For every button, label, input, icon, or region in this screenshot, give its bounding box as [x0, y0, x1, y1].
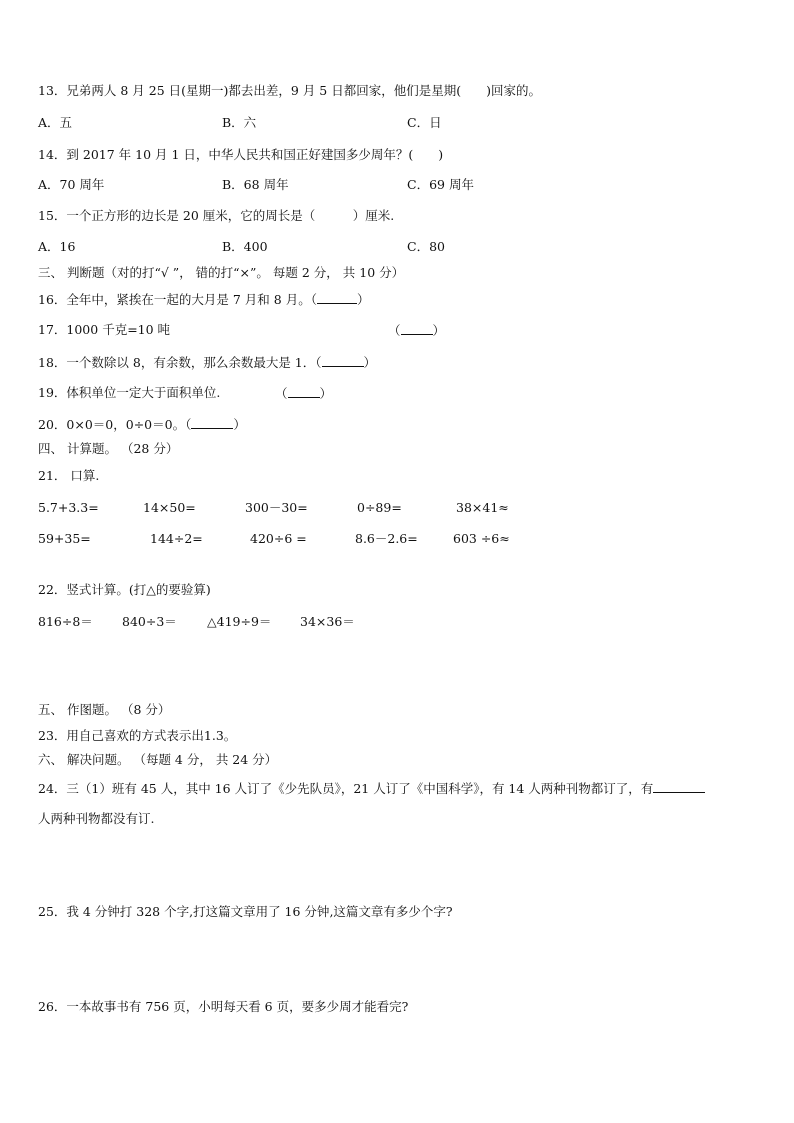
q21-item: 38×41≈	[456, 500, 509, 515]
q17-answer	[388, 322, 445, 339]
q13-option-c: C．日	[407, 115, 442, 130]
q16-answer-blank[interactable]	[317, 291, 357, 304]
q13-option-b: B．六	[222, 115, 257, 130]
question-22-title: 22．竖式计算。(打△的要验算)	[38, 582, 211, 597]
q24-line1-text: 24．三（1）班有 45 人，其中 16 人订了《少先队员》，21 人订了《中国科学》，有 14 人两种刊物都订了，有	[38, 781, 654, 796]
q21-item: 5.7+3.3=	[38, 500, 99, 515]
q17-answer-blank[interactable]	[401, 322, 433, 335]
q15-option-b: B．400	[222, 239, 268, 254]
question-19: 19．体积单位一定大于面积单位.	[38, 385, 221, 400]
question-14: 14．到 2017 年 10 月 1 日，中华人民共和国正好建国多少周年？( )	[38, 147, 444, 162]
q17-paren-open: （	[388, 323, 401, 338]
q21-item: 14×50=	[143, 500, 196, 515]
q21-item: 59+35=	[38, 531, 91, 546]
q24-answer-blank[interactable]	[653, 780, 705, 793]
q20-answer-blank[interactable]	[191, 416, 233, 429]
q21-item: 603 ÷6≈	[453, 531, 510, 546]
q14-option-b: B．68 周年	[222, 177, 289, 192]
q21-item: 144÷2=	[150, 531, 203, 546]
question-21-title: 21． 口算.	[38, 468, 100, 483]
section-6-title: 六、 解决问题。 （每题 4 分， 共 24 分）	[38, 752, 278, 767]
question-23: 23．用自己喜欢的方式表示出1.3。	[38, 728, 237, 743]
q19-paren-close: ）	[319, 386, 333, 401]
section-3-title: 三、 判断题（对的打“√ ”， 错的打“×”。 每题 2 分， 共 10 分）	[38, 265, 405, 280]
q21-item: 8.6－2.6=	[355, 531, 418, 546]
section-5-title: 五、 作图题。 （8 分）	[38, 702, 171, 717]
section-4-title: 四、 计算题。 （28 分）	[38, 441, 179, 456]
q20-tail: ）	[233, 417, 246, 432]
q21-item: 420÷6 =	[250, 531, 307, 546]
question-25: 25．我 4 分钟打 328 个字,打这篇文章用了 16 分钟,这篇文章有多少个字?	[38, 904, 453, 919]
question-24-line-2: 人两种刊物都没有订.	[38, 811, 155, 826]
q22-item: 840÷3＝	[122, 614, 177, 629]
question-15: 15．一个正方形的边长是 20 厘米，它的周长是（ ）厘米.	[38, 208, 395, 223]
question-26: 26．一本故事书有 756 页，小明每天看 6 页，要多少周才能看完?	[38, 999, 409, 1014]
q19-answer	[275, 385, 332, 402]
q14-option-a: A．70 周年	[38, 177, 105, 192]
q16-text: 16．全年中，紧挨在一起的大月是 7 月和 8 月。（	[38, 292, 317, 307]
question-13: 13．兄弟两人 8 月 25 日(星期一)都去出差，9 月 5 日都回家，他们是星期( )回家的。	[38, 83, 541, 98]
question-16	[38, 291, 369, 308]
q15-option-c: C．80	[407, 239, 445, 254]
q16-tail: ）	[356, 292, 370, 307]
q17-paren-close: ）	[432, 323, 446, 338]
q22-item: 816÷8＝	[38, 614, 93, 629]
q22-item: 34×36＝	[300, 614, 355, 629]
q21-item: 0÷89=	[357, 500, 402, 515]
q19-paren-open: （	[275, 386, 288, 401]
q13-option-a: A．五	[38, 115, 73, 130]
q22-item: △419÷9＝	[207, 614, 272, 629]
question-18	[38, 354, 376, 371]
q18-answer-blank[interactable]	[322, 354, 364, 367]
question-24-line-1	[38, 780, 705, 797]
q14-option-c: C．69 周年	[407, 177, 474, 192]
q21-item: 300－30=	[245, 500, 308, 515]
q20-text: 20．0×0＝0，0÷0＝0。（	[38, 417, 192, 432]
q15-option-a: A．16	[38, 239, 76, 254]
q18-tail: ）	[363, 355, 377, 370]
q18-text: 18．一个数除以 8，有余数，那么余数最大是 1．（	[38, 355, 322, 370]
question-20	[38, 416, 246, 433]
question-17: 17．1000 千克=10 吨	[38, 322, 171, 337]
q19-answer-blank[interactable]	[288, 385, 320, 398]
